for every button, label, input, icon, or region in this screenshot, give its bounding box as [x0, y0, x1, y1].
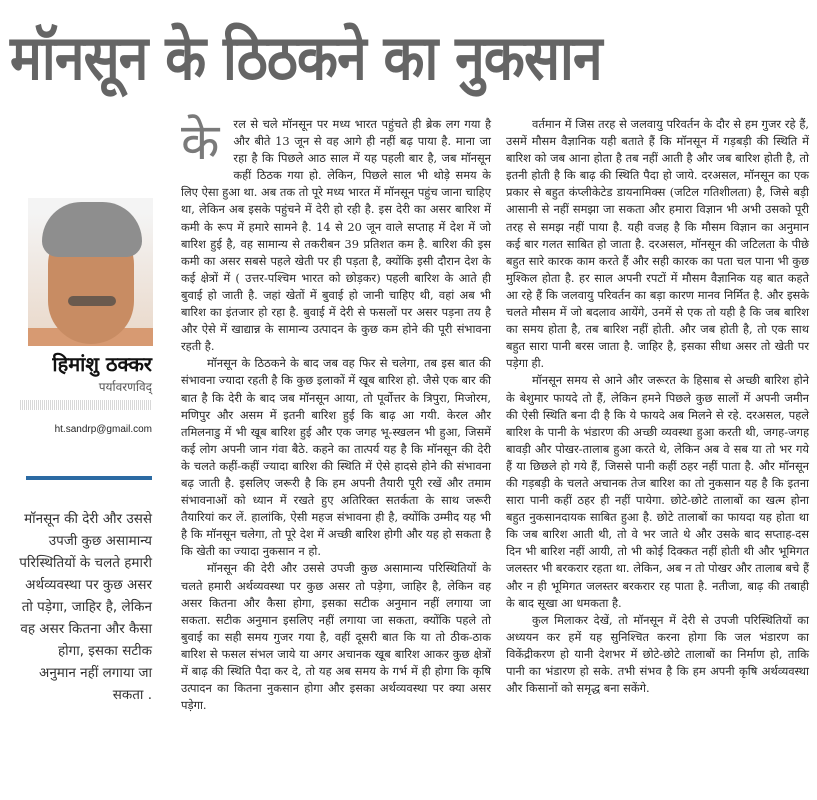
- author-name: हिमांशु ठक्कर: [52, 352, 152, 376]
- paragraph: रल से चले मॉनसून पर मध्य भारत पहुंचते ही ब्रेक लग गया है और बीते 13 जून से वह आगे ही नहीं बढ़ पाया है. माना जा रहा है कि पिछले आठ साल में यह पहली बार है, जब मॉनसून कहीं ठिठक गया हो. लेकिन, पिछले साल भी थोड़े समय के लिए ऐसा हुआ था. अब तक तो पूरे मध्य भारत में मॉनसून पहुंच जाना चाहिए था, लेकिन अब इसके पहुंचने में देरी हो रही है. इस देरी का असर बारिश में कमी के रूप में हमारे सामने है. 14 से 20 जून वाले सप्ताह में देश में जो बारिश हुई है, वह सामान्य से तकरीबन 39 प्रतिशत कम है. बारिश की इस कमी का असर सबसे पहले खेती पर ही पड़ता है, क्योंकि इसी दौरान देश के कई क्षेत्रों में ( उत्तर-पश्चिम भारत को छोड़कर) पहली बारिश के आते ही बुवाई हो जाती है. जहां खेतों में बुवाई हो जानी चाहिए थी, वहां अब भी बारिश का इंतजार हो रहा है. बुवाई में देरी से फसलों पर असर पड़ना तय है और ऐसे में खाद्यान्न के सामान्य उत्पादन के कुछ कम होने की पूरी संभावना रहती है.: [181, 117, 491, 354]
- photo-hair: [42, 202, 142, 257]
- author-email[interactable]: ht.sandrp@gmail.com: [54, 424, 152, 435]
- paragraph: मॉनसून की देरी और उससे उपजी कुछ असामान्य परिस्थितियों के चलते हमारी अर्थव्यवस्था पर कुछ असर तो पड़ेगा, जाहिर है, लेकिन वह असर कितना और कैसा होगा, इसका सटीक अनुमान नहीं लगाया जा सकता. सटीक अनुमान इसलिए नहीं लगाया जा सकता, क्योंकि पहले तो बुवाई का सही समय गुजर गया है, वहीं दूसरी बात कि या तो ठीक-ठाक बारिश से फसल संभल जाये या अगर अचानक खूब बारिश आकर कुछ क्षेत्रों में बाढ़ की स्थिति पैदा कर दे, तो यह अब समय के गर्भ में ही होगा कि कृषि उत्पादन का कितना नुकसान होगा और इसका अर्थव्यवस्था पर क्या असर पड़ेगा.: [181, 561, 491, 713]
- accent-rule: [26, 476, 152, 480]
- article-column-2: [506, 116, 809, 697]
- pull-quote: मॉनसून की देरी और उससे उपजी कुछ असामान्य परिस्थितियों के चलते हमारी अर्थव्यवस्था पर कुछ असर तो पड़ेगा, जाहिर है, लेकिन वह असर कितना और कैसा होगा, इसका सटीक अनुमान नहीं लगाया जा सकता .: [19, 511, 152, 703]
- author-photo: [28, 198, 153, 346]
- drop-cap: के: [181, 113, 220, 171]
- paragraph: कुल मिलाकर देखें, तो मॉनसून में देरी से उपजी परिस्थितियों का अध्ययन कर हमें यह सुनिश्चित करना होगा कि जल भंडारण का विकेंद्रीकरण हो यानी देशभर में छोटे-छोटे तालाबों का निर्माण हो, ताकि पानी का भंडारण हो सके. तभी संभव है कि हम अपनी कृषि अर्थव्यवस्था और किसानों को समृद्ध बना सकेंगे.: [506, 612, 809, 696]
- article-column-1: [181, 113, 491, 714]
- paragraph: मॉनसून समय से आने और जरूरत के हिसाब से अच्छी बारिश होने के बेशुमार फायदे तो हैं, लेकिन हमने पिछले कुछ सालों में अपनी जमीन की ऐसी स्थिति बना दी है कि ये फायदे अब मिलने से रहे. दरअसल, पहले बारिश के पानी के भंडारण की अच्छी व्यवस्था हुआ करती थी, जगह-जगह बावड़ी और पोखर-तालाब हुआ करते थे, लेकिन अब वे सब या तो भर गये हैं या छिछले हो गये हैं, जिससे पानी कहीं ठहर नहीं पाता है. और मॉनसून की गड़बड़ी के चलते अचानक तेज बारिश का तो नुकसान यह है कि इतना सारा पानी कहीं ठहर ही नहीं पायेगा. छोटे-छोटे तालाबों का खत्म होना बहुत नुकसानदायक साबित हुआ है. छोटे तालाबों का फायदा यह होता था कि जब बारिश आती थी, तो वे भर जाते थे और उसके बाद सप्ताह-दस दिन भी बारिश नहीं आयी, तो भी कोई दिक्कत नहीं होती थी और भूमिगत जलस्तर भी बरकरार रहता था. लेकिन, अब न तो पोखर और तालाब बचे हैं और न ही भूमिगत जलस्तर बरकरार रह पाता है. नतीजा, बाढ़ की तबाही के बाद सूखा आ धमकता है.: [506, 373, 809, 610]
- author-sidebar: [0, 100, 172, 800]
- dotted-divider: [20, 400, 152, 410]
- photo-moustache: [68, 296, 116, 306]
- paragraph: वर्तमान में जिस तरह से जलवायु परिवर्तन के दौर से हम गुजर रहे हैं, उसमें मौसम वैज्ञानिक यही बताते हैं कि मॉनसून में गड़बड़ी की स्थिति में बारिश को जब आना होता है तब नहीं आती है और जब बारिश होती है, तो इतनी होती है कि बाढ़ की स्थिति पैदा हो जाये. दरअसल, मॉनसून का एक प्रकार से बहुत कंप्लीकेटेड डायनामिक्स (जटिल गतिशीलता) है, जिसे बड़ी आसानी से नहीं समझा जा सकता और हमारा विज्ञान भी अभी उसको पूरी तरह से समझ नहीं पाया है. यही वजह है कि मौसम विज्ञान का अनुमान कई बार गलत साबित हो जाता है. दरअसल, मॉनसून की जटिलता के पीछे बहुत सारे कारक काम करते हैं और सही कारक का पता चल पाना भी कुछ मुश्किल होता है. हर साल अपनी रपटों में मौसम वैज्ञानिक यह बात कहते आ रहे हैं कि जलवायु परिवर्तन का बड़ा कारण मानव निर्मित है. और इसके चलते मौसम में जो बदलाव आयेंगे, उनमें से एक तो यही है कि जब बारिश का समय होता है, तब बारिश नहीं होती. और जब होती है, तो एक साथ बहुत सारा पानी बरस जाता है. जाहिर है, इसका सीधा असर तो खेती पर पड़ेगा ही.: [506, 117, 809, 371]
- paragraph: मॉनसून के ठिठकने के बाद जब वह फिर से चलेगा, तब इस बात की संभावना ज्यादा रहती है कि कुछ इलाकों में खूब बारिश हो. जैसे एक बार की बात है कि देरी के बाद जब मॉनसून आया, तो पूर्वोत्तर के त्रिपुरा, मिजोरम, मणिपुर और असम में इतनी बारिश हुई कि बाढ़ आ गयी. केरल और तमिलनाडु में भी खूब बारिश हुई और एक जगह भू-स्खलन भी हुआ, जिसमें कई लोग अपनी जान गंवा बैठे. कहने का तात्पर्य यह है कि मॉनसून की देरी के चलते कहीं-कहीं ज्यादा बारिश की स्थिति में ऐसे हादसे होने की संभावना बढ़ जाती है. इसलिए जरूरी है कि हम अपनी तैयारी पूरी रखें और तमाम संभावनाओं को ध्यान में रखते हुए अतिरिक्त सतर्कता के साथ जरूरी तैयारियां कर लें. हालांकि, ऐसी महज संभावना ही है, क्योंकि उम्मीद यह भी है कि मॉनसून चलेगा, तो पूरे देश में अच्छी बारिश होगी और यह हो सकता है कि खेती का ज्यादा नुकसान न हो.: [181, 356, 491, 559]
- author-role: पर्यावरणविद्: [98, 380, 152, 394]
- headline: मॉनसून के ठिठकने का नुकसान: [10, 21, 602, 94]
